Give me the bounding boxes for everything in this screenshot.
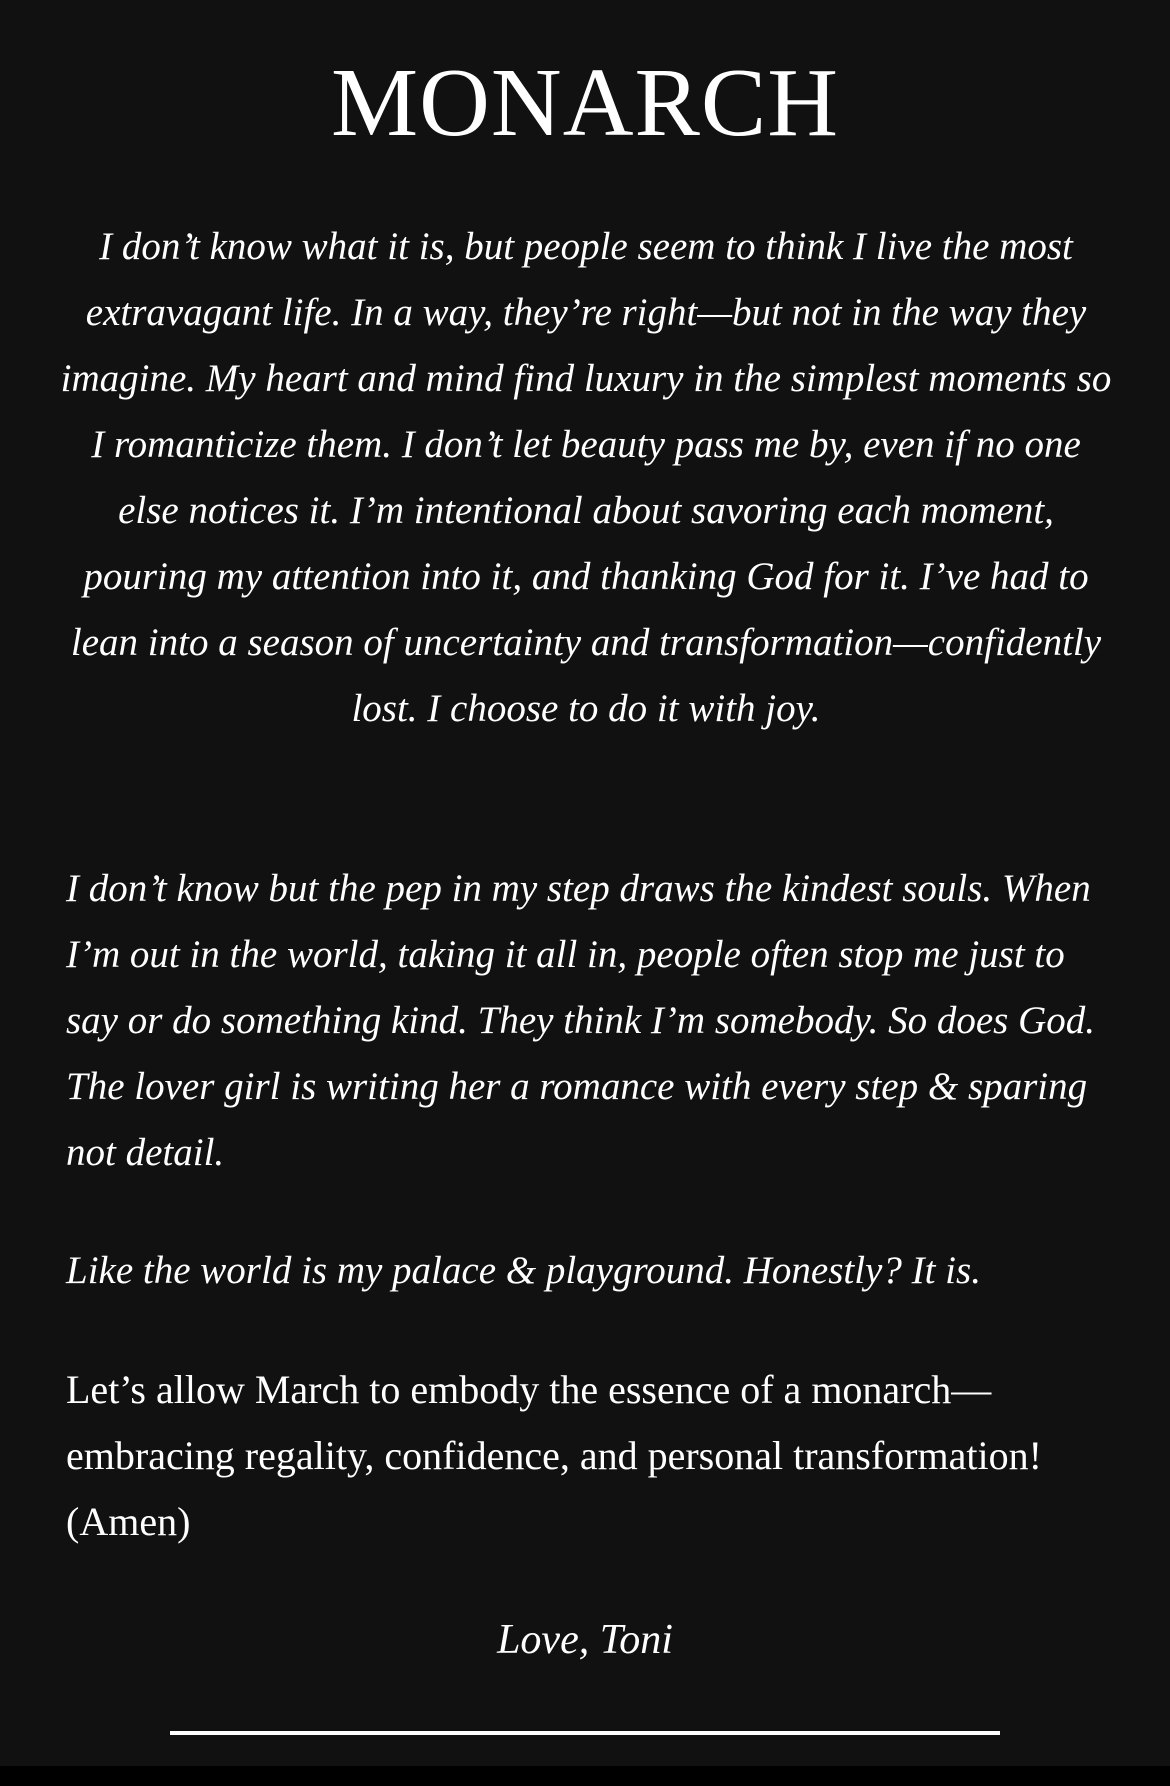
paragraph-pep-in-step: I don’t know but the pep in my step draws the kindest souls. When I’m out in the world, taking it all in, people often stop me just to say or do something kind. They think I’m somebody. So does God. The lover girl is writing her a romance with every step & sparing not detail. [66,867,1096,1174]
page-title: MONARCH [331,49,839,157]
paragraph-palace: Like the world is my palace & playground. Honestly? It is. [66,1249,981,1292]
divider-line [170,1731,1000,1735]
paragraph-march-monarch: Let’s allow March to embody the essence of a monarch—embracing regality, confidence, and personal transformation! (Amen) [66,1367,1042,1544]
paragraph-intro: I don’t know what it is, but people seem to think I live the most extravagant life. In a way, they’re right—but not in the way they imagine. My heart and mind find luxury in the simplest moments so I romanticize them. I don’t let beauty pass me by, even if no one else notices it. I’m intentional about savoring each moment, pouring my attention into it, and thanking God for it. I’ve had to lean into a season of uncertainty and transformation—confidently lost. I choose to do it with joy. [60,225,1112,730]
signoff: Love, Toni [497,1617,673,1663]
